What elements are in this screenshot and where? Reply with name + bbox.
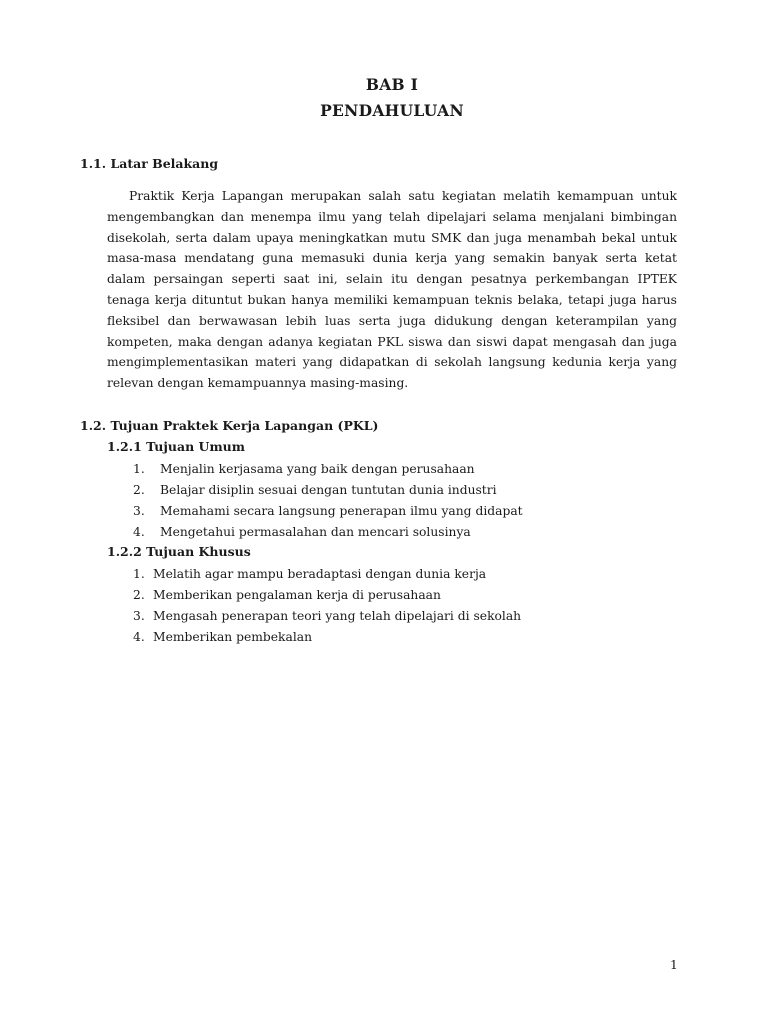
list-item <box>133 564 521 585</box>
list-item <box>133 522 523 543</box>
list-item-text: Memberikan pembekalan <box>153 630 313 644</box>
list-item-number: 4. <box>133 630 145 644</box>
list-item-number: 2. <box>133 483 145 497</box>
list-item-number: 3. <box>133 609 145 623</box>
list-item <box>133 480 523 501</box>
list-item <box>133 585 521 606</box>
list-item-number: 2. <box>133 588 145 602</box>
list-item <box>133 627 521 648</box>
list-item-number: 3. <box>133 504 145 518</box>
list-item <box>133 459 523 480</box>
section-heading-latar-belakang: 1.1. Latar Belakang <box>80 156 219 171</box>
chapter-number: BAB I <box>365 75 419 94</box>
list-item <box>133 501 523 522</box>
list-item-text: Menjalin kerjasama yang baik dengan perusahaan <box>160 462 475 476</box>
list-item-number: 4. <box>133 525 145 539</box>
list-item-number: 1. <box>133 567 145 581</box>
subsection-heading-tujuan-khusus: 1.2.2 Tujuan Khusus <box>107 544 251 559</box>
list-item <box>133 606 521 627</box>
chapter-title: PENDAHULUAN <box>320 101 464 120</box>
list-item-number: 1. <box>133 462 145 476</box>
page-number: 1 <box>670 958 678 972</box>
tujuan-umum-list <box>133 459 523 543</box>
list-item-text: Belajar disiplin sesuai dengan tuntutan dunia industri <box>160 483 497 497</box>
list-item-text: Melatih agar mampu beradaptasi dengan dunia kerja <box>153 567 487 581</box>
subsection-heading-tujuan-umum: 1.2.1 Tujuan Umum <box>107 439 245 454</box>
list-item-text: Memahami secara langsung penerapan ilmu yang didapat <box>160 504 523 518</box>
latar-belakang-paragraph: Praktik Kerja Lapangan merupakan salah satu kegiatan melatih kemampuan untuk mengembangkan dan menempa ilmu yang telah dipelajari selama menjalani bimbingan disekolah, serta dalam upaya meningkatkan mutu SMK dan juga menambah bekal untuk masa-masa mendatang guna memasuki dunia kerja yang semakin banyak serta ketat dalam persaingan seperti saat ini, selain itu dengan pesatnya perkembangan IPTEK tenaga kerja dituntut bukan hanya memiliki kemampuan teknis belaka, tetapi juga harus fleksibel dan berwawasan lebih luas serta juga didukung dengan keterampilan yang kompeten, maka dengan adanya kegiatan PKL siswa dan siswi dapat mengasah dan juga mengimplementasikan materi yang didapatkan di sekolah langsung kedunia kerja yang relevan dengan kemampuannya masing-masing. <box>107 189 677 391</box>
tujuan-khusus-list <box>133 564 521 648</box>
list-item-text: Mengasah penerapan teori yang telah dipelajari di sekolah <box>153 609 522 623</box>
list-item-text: Mengetahui permasalahan dan mencari solusinya <box>160 525 471 539</box>
list-item-text: Memberikan pengalaman kerja di perusahaan <box>153 588 441 602</box>
section-heading-tujuan-pkl: 1.2. Tujuan Praktek Kerja Lapangan (PKL) <box>80 418 379 433</box>
